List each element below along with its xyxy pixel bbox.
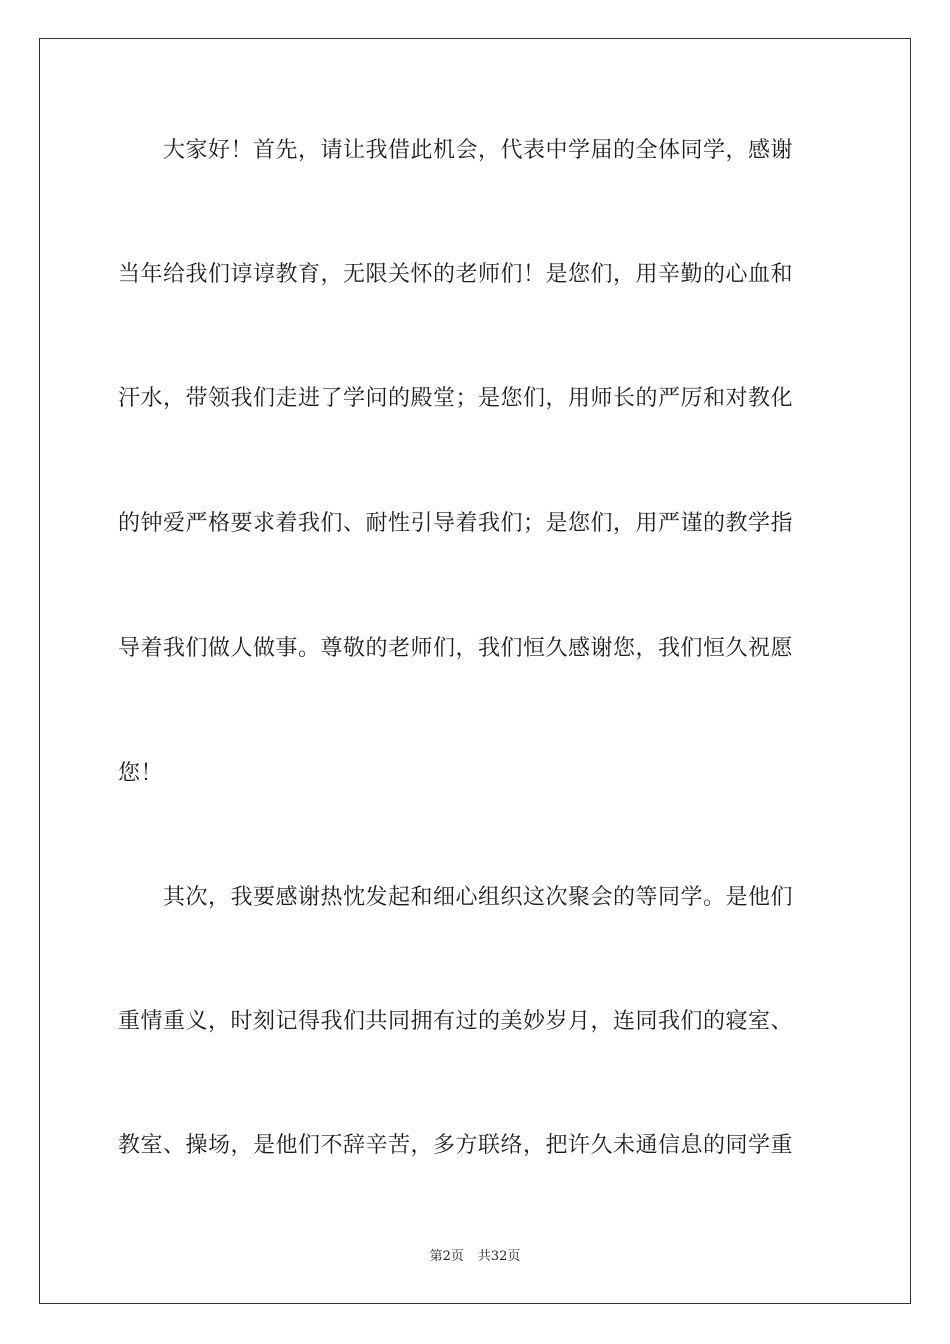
total-pages: 共32页: [477, 1249, 521, 1264]
paragraph-line: 重情重义，时刻记得我们共同拥有过的美妙岁月，连同我们的寝室、: [118, 1009, 794, 1034]
paragraph-line: 其次，我要感谢热忱发起和细心组织这次聚会的等同学。是他们: [163, 885, 794, 910]
paragraph-line: 导着我们做人做事。尊敬的老师们，我们恒久感谢您，我们恒久祝愿: [118, 636, 794, 661]
page-frame: [39, 38, 911, 1304]
paragraph-line: 您！: [118, 761, 164, 786]
paragraph-line: 大家好！首先，请让我借此机会，代表中学届的全体同学，感谢: [163, 138, 794, 163]
paragraph-line: 汗水，带领我们走进了学问的殿堂；是您们，用师长的严厉和对教化: [118, 386, 794, 411]
paragraph-line: 的钟爱严格要求着我们、耐性引导着我们；是您们，用严谨的教学指: [118, 511, 794, 536]
page-footer: [0, 1248, 950, 1266]
paragraph-line: 教室、操场，是他们不辞辛苦，多方联络，把许久未通信息的同学重: [118, 1133, 794, 1158]
page-number: 第2页: [429, 1249, 464, 1264]
paragraph-line: 当年给我们谆谆教育，无限关怀的老师们！是您们，用辛勤的心血和: [118, 262, 794, 287]
